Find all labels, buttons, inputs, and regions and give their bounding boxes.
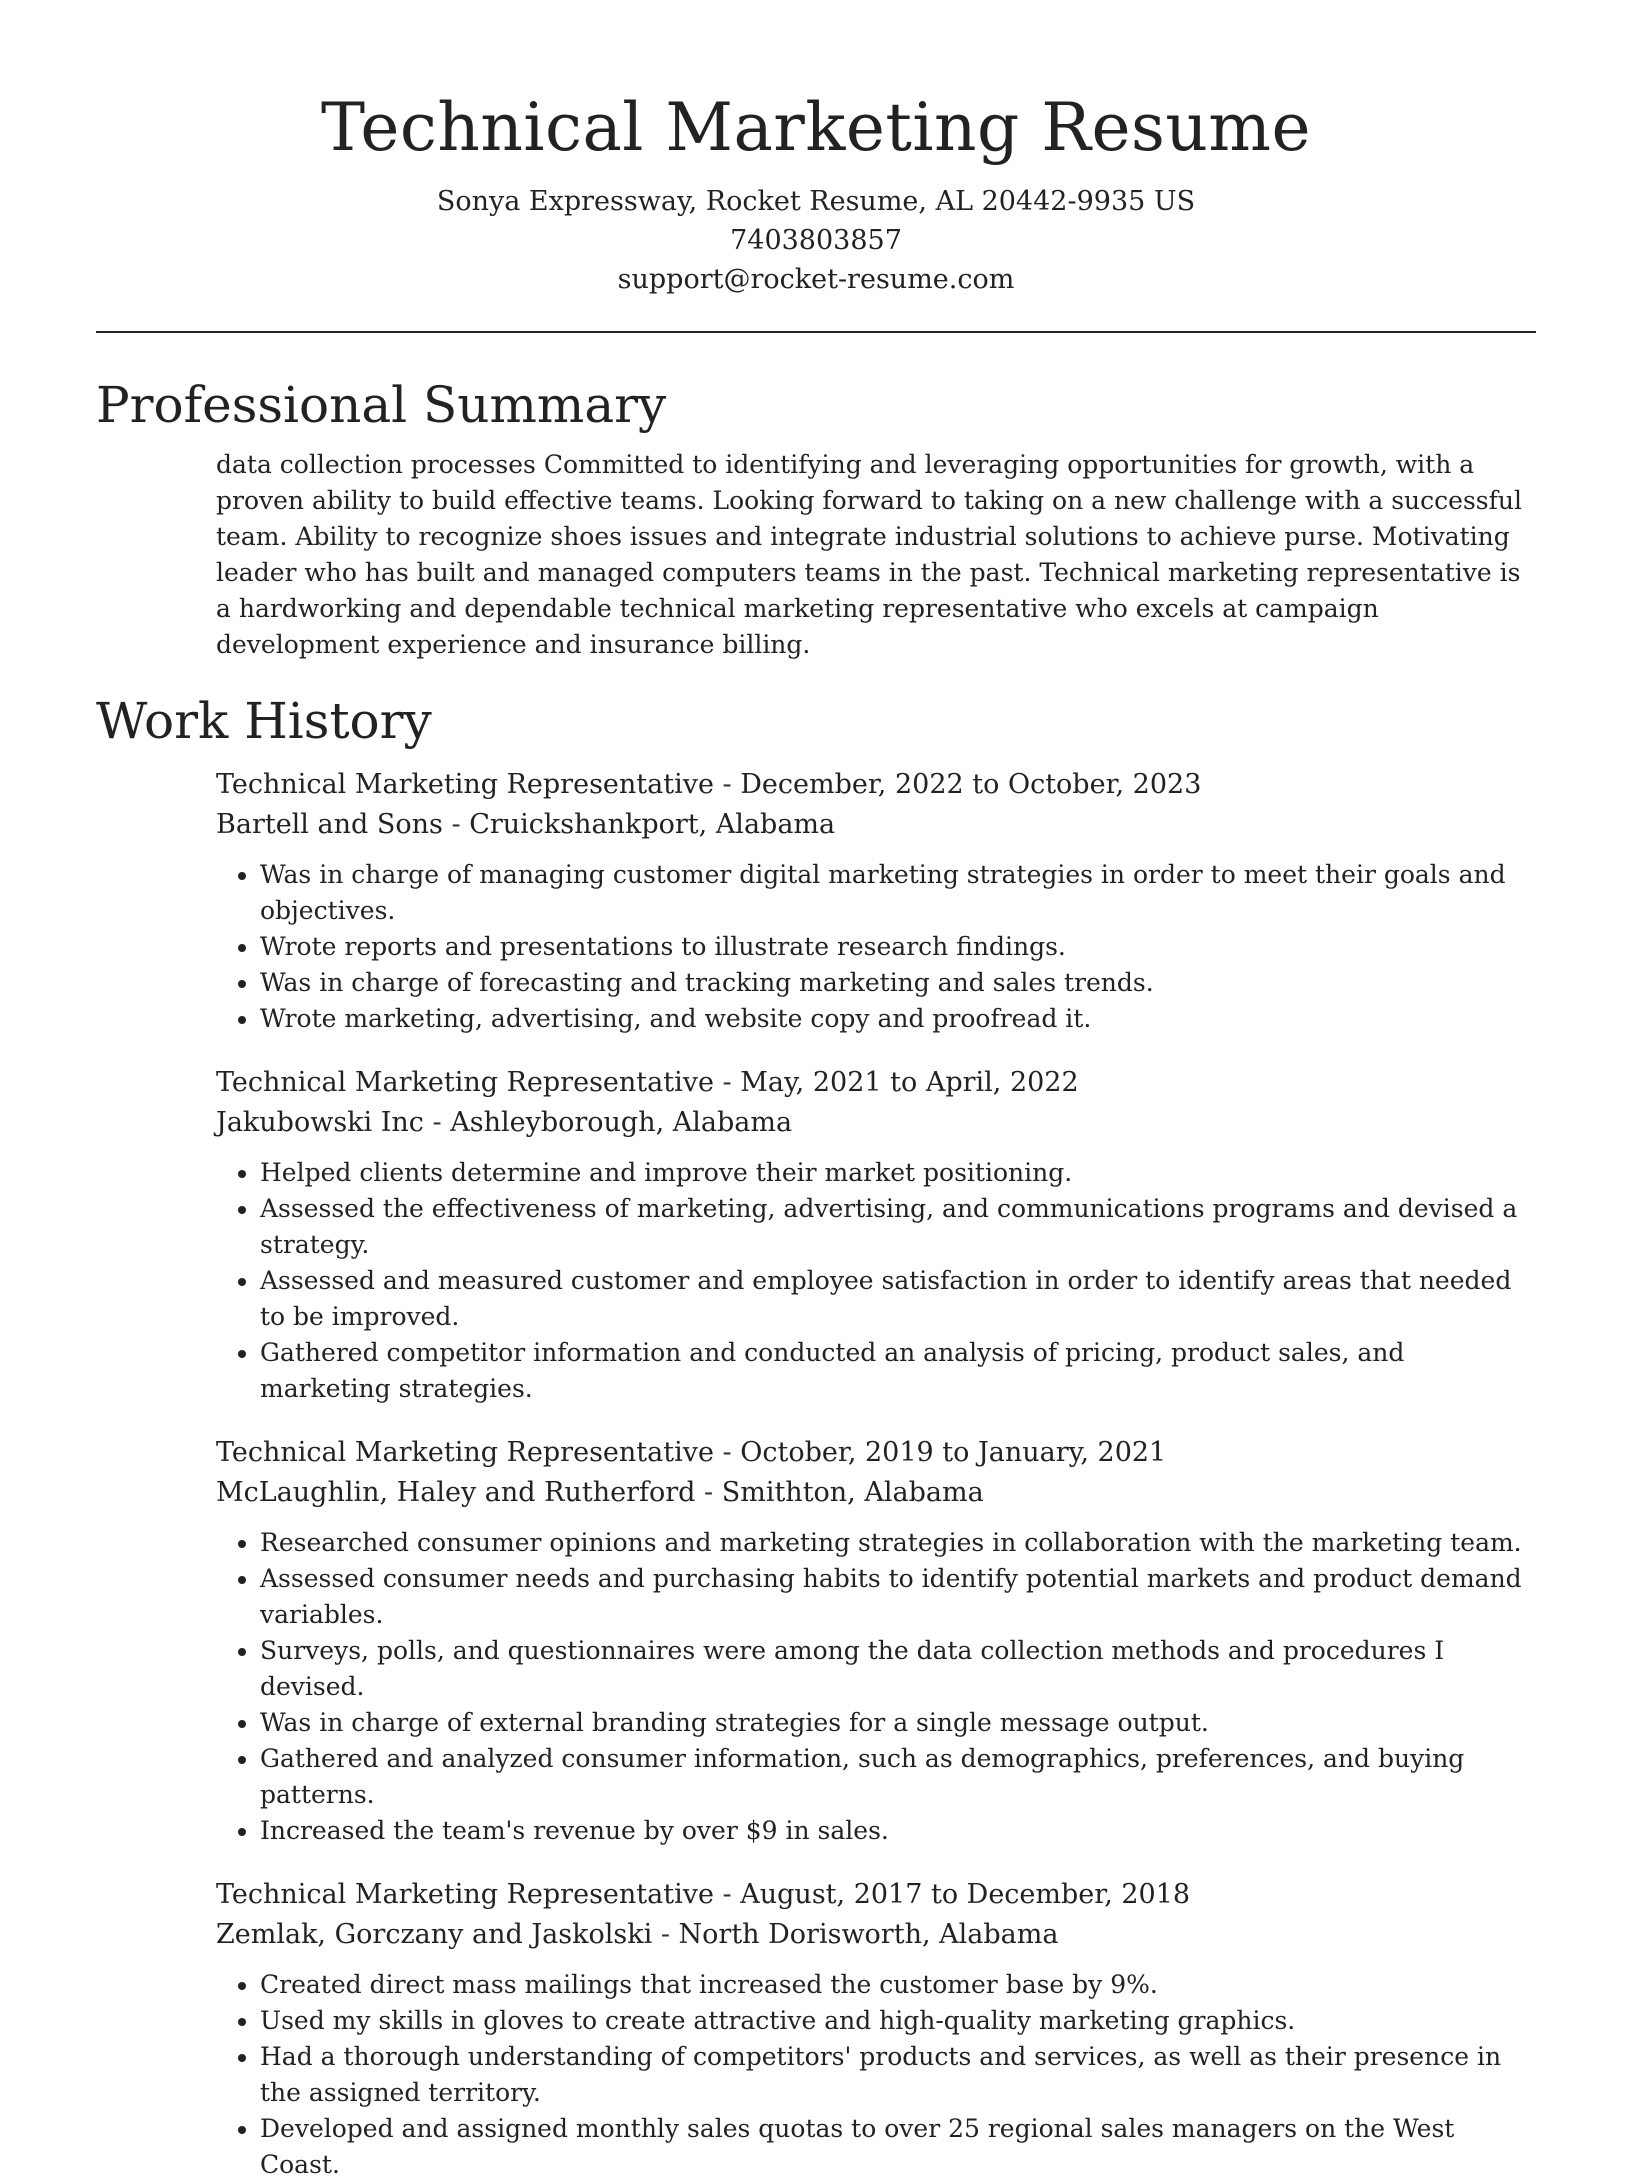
job-entry [216, 1875, 1536, 2183]
work-history-section [96, 691, 1536, 2183]
separator: - [442, 809, 470, 840]
job-location: North Dorisworth, Alabama [678, 1919, 1059, 1950]
header-divider [96, 331, 1536, 333]
job-bullet: • Was in charge of external branding strategies for a single message output. [260, 1705, 1536, 1741]
separator: - [713, 1437, 741, 1468]
job-company: Jakubowski Inc [216, 1107, 424, 1138]
job-company: Bartell and Sons [216, 809, 443, 840]
job-bullet: • Gathered and analyzed consumer information, such as demographics, preferences, and buying patterns. [260, 1741, 1536, 1813]
job-title-line [216, 1433, 1536, 1473]
job-bullet: • Was in charge of forecasting and tracking marketing and sales trends. [260, 965, 1536, 1001]
separator: - [713, 1067, 741, 1098]
job-company-line [216, 1473, 1536, 1513]
job-bullets [216, 1525, 1536, 1849]
job-title-line [216, 1875, 1536, 1915]
job-bullets [216, 1967, 1536, 2183]
job-bullet: • Wrote reports and presentations to illustrate research findings. [260, 929, 1536, 965]
job-location: Cruickshankport, Alabama [469, 809, 836, 840]
separator: - [695, 1477, 722, 1508]
job-title-line [216, 1063, 1536, 1103]
job-dates: May, 2021 to April, 2022 [740, 1067, 1079, 1098]
separator: - [423, 1107, 451, 1138]
contact-address: Sonya Expressway, Rocket Resume, AL 20442-9935 US [436, 186, 1196, 217]
job-bullet: • Assessed and measured customer and employee satisfaction in order to identify areas that needed to be improved. [260, 1263, 1536, 1335]
job-company-line [216, 1915, 1536, 1955]
job-title: Technical Marketing Representative [216, 769, 714, 800]
job-title-line [216, 765, 1536, 805]
job-bullet: • Increased the team's revenue by over $9 in sales. [260, 1813, 1536, 1849]
resume-header [96, 0, 1536, 299]
job-entry [216, 765, 1536, 1037]
job-title: Technical Marketing Representative [216, 1067, 714, 1098]
job-bullet: • Developed and assigned monthly sales quotas to over 25 regional sales managers on the West Coast. [260, 2111, 1536, 2183]
job-bullet: • Helped clients determine and improve their market positioning. [260, 1155, 1536, 1191]
job-bullet: • Wrote marketing, advertising, and website copy and proofread it. [260, 1001, 1536, 1037]
job-bullet: • Surveys, polls, and questionnaires were among the data collection methods and procedures I devised. [260, 1633, 1536, 1705]
work-history-body [216, 765, 1536, 2183]
job-company: Zemlak, Gorczany and Jaskolski [216, 1919, 653, 1950]
separator: - [713, 769, 741, 800]
job-company-line [216, 1103, 1536, 1143]
job-company-line [216, 805, 1536, 845]
job-bullet: • Was in charge of managing customer digital marketing strategies in order to meet their goals and objectives. [260, 857, 1536, 929]
job-location: Ashleyborough, Alabama [450, 1107, 793, 1138]
job-bullet: • Assessed consumer needs and purchasing habits to identify potential markets and product demand variables. [260, 1561, 1536, 1633]
contact-phone: 7403803857 [730, 225, 902, 256]
job-company: McLaughlin, Haley and Rutherford [216, 1477, 696, 1508]
job-bullet: • Researched consumer opinions and marketing strategies in collaboration with the marketing team. [260, 1525, 1536, 1561]
work-history-heading: Work History [96, 692, 432, 750]
contact-email: support@rocket-resume.com [617, 264, 1015, 295]
contact-block [96, 182, 1536, 299]
job-bullet: • Had a thorough understanding of competitors' products and services, as well as their presence in the assigned territory. [260, 2039, 1536, 2111]
job-bullets [216, 1155, 1536, 1407]
separator: - [713, 1879, 741, 1910]
job-dates: December, 2022 to October, 2023 [740, 769, 1202, 800]
professional-summary-section [96, 375, 1536, 663]
job-bullet: • Gathered competitor information and conducted an analysis of pricing, product sales, and marketing strategies. [260, 1335, 1536, 1407]
summary-heading: Professional Summary [96, 376, 667, 434]
job-entry [216, 1063, 1536, 1407]
job-title: Technical Marketing Representative [216, 1879, 714, 1910]
summary-text: data collection processes Committed to identifying and leveraging opportunities for growth, with a proven ability to build effective teams. Looking forward to taking on a new challenge with a successful team. Ability to recognize shoes issues and integrate industrial solutions to achieve purse. Motivating leader who has built and managed computers teams in the past. Technical marketing representative is a hardworking and dependable technical marketing representative who excels at campaign development experience and insurance billing. [216, 450, 1522, 659]
separator: - [652, 1919, 679, 1950]
job-entry [216, 1433, 1536, 1849]
job-bullet: • Used my skills in gloves to create attractive and high-quality marketing graphics. [260, 2003, 1536, 2039]
job-dates: October, 2019 to January, 2021 [740, 1437, 1167, 1468]
job-location: Smithton, Alabama [721, 1477, 984, 1508]
job-bullets [216, 857, 1536, 1037]
summary-body [216, 447, 1536, 663]
job-title: Technical Marketing Representative [216, 1437, 714, 1468]
job-bullet: • Assessed the effectiveness of marketing, advertising, and communications programs and devised a strategy. [260, 1191, 1536, 1263]
job-dates: August, 2017 to December, 2018 [740, 1879, 1191, 1910]
resume-title: Technical Marketing Resume [320, 89, 1312, 166]
job-bullet: • Created direct mass mailings that increased the customer base by 9%. [260, 1967, 1536, 2003]
